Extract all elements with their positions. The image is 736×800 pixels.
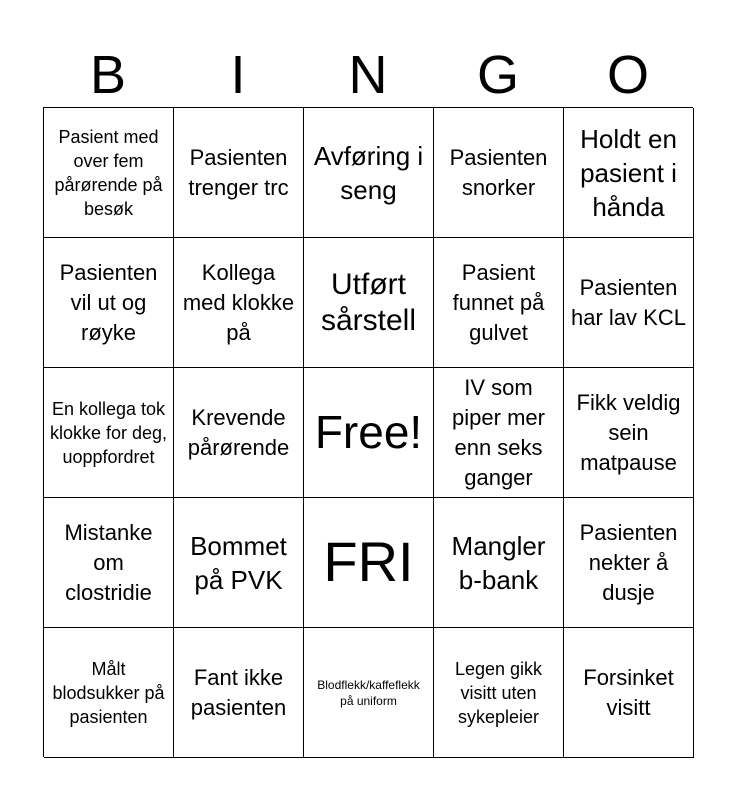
bingo-cell[interactable]: Pasienten nekter å dusje [564,498,694,628]
fri-cell[interactable]: FRI [304,498,434,628]
bingo-cell[interactable]: Utført sårstell [304,238,434,368]
bingo-cell[interactable]: Fikk veldig sein matpause [564,368,694,498]
bingo-cell[interactable]: Bommet på PVK [174,498,304,628]
bingo-cell[interactable]: Krevende pårørende [174,368,304,498]
header-letter-o: O [606,45,649,105]
bingo-cell[interactable]: Mangler b-bank [434,498,564,628]
bingo-cell[interactable]: Fant ikke pasienten [174,628,304,758]
bingo-cell[interactable]: Blodflekk/kaffeflekk på uniform [304,628,434,758]
header-letter-i: I [230,45,246,105]
free-cell[interactable]: Free! [304,368,434,498]
bingo-cell[interactable]: Pasienten har lav KCL [564,238,694,368]
header-letter-n: N [348,45,388,105]
header-letter-g: G [476,45,519,105]
bingo-cell[interactable]: Pasienten vil ut og røyke [44,238,174,368]
bingo-grid [43,107,693,757]
bingo-cell[interactable]: Pasienten snorker [434,108,564,238]
bingo-cell[interactable]: Målt blodsukker på pasienten [44,628,174,758]
bingo-cell[interactable]: Pasienten trenger trc [174,108,304,238]
bingo-cell[interactable]: Holdt en pasient i hånda [564,108,694,238]
bingo-cell[interactable]: IV som piper mer enn seks ganger [434,368,564,498]
bingo-cell[interactable]: Legen gikk visitt uten sykepleier [434,628,564,758]
bingo-cell[interactable]: Pasient funnet på gulvet [434,238,564,368]
bingo-cell[interactable]: Mistanke om clostridie [44,498,174,628]
bingo-cell[interactable]: Avføring i seng [304,108,434,238]
bingo-cell[interactable]: Pasient med over fem pårørende på besøk [44,108,174,238]
bingo-header [43,42,693,108]
bingo-cell[interactable]: Kollega med klokke på [174,238,304,368]
bingo-cell[interactable]: Forsinket visitt [564,628,694,758]
bingo-cell[interactable]: En kollega tok klokke for deg, uoppfordret [44,368,174,498]
header-letter-b: B [89,45,127,105]
